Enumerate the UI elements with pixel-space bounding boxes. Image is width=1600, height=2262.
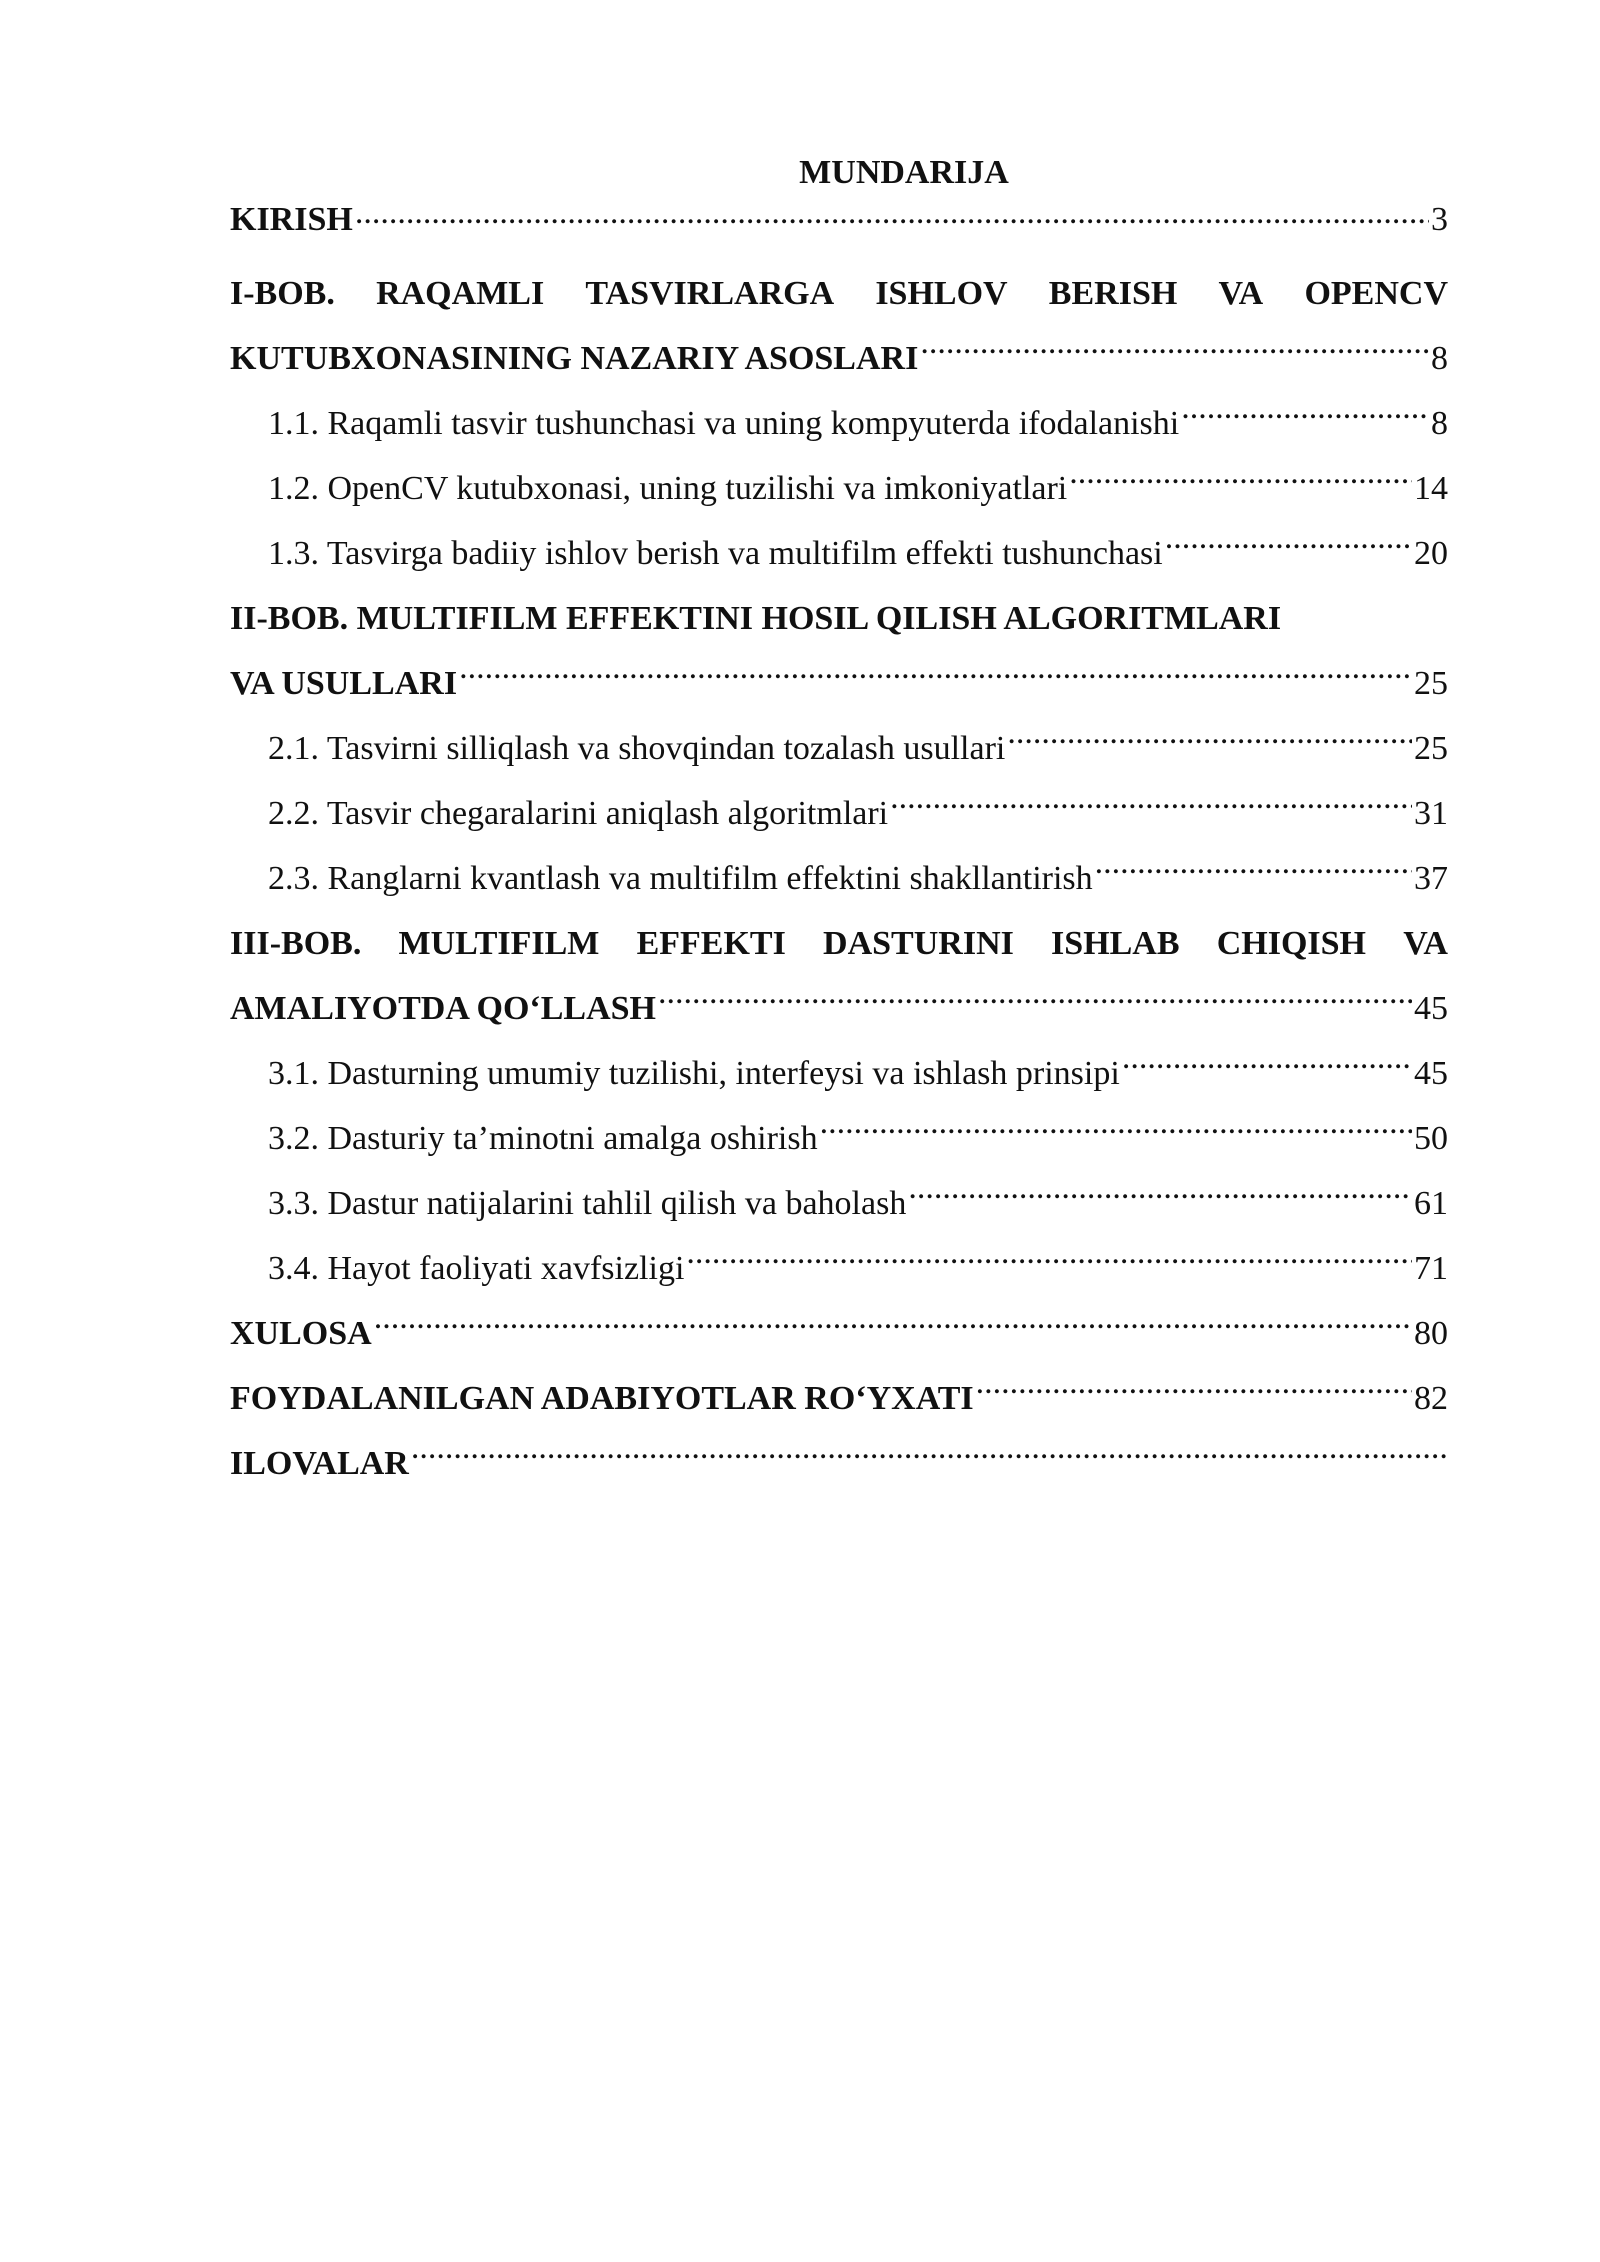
toc-page-number: 3 <box>1431 201 1448 238</box>
toc-entry-label: 1.2. OpenCV kutubxonasi, uning tuzilishi va imkoniyatlari <box>268 470 1068 507</box>
dot-leader <box>411 1440 1446 1474</box>
toc-entry-1-2[interactable] <box>230 456 1448 521</box>
dot-leader <box>976 1375 1412 1409</box>
toc-entry-label: XULOSA <box>230 1315 372 1352</box>
toc-page-number: 25 <box>1414 665 1448 702</box>
heading-word: III-BOB. <box>230 925 362 962</box>
dot-leader <box>1069 465 1412 499</box>
toc-page-number: 25 <box>1414 730 1448 767</box>
toc-entry-chapter-3[interactable] <box>230 911 1448 1041</box>
dot-leader <box>1095 855 1412 889</box>
heading-word: OPENCV <box>1304 275 1448 312</box>
chapter-heading-line: II-BOB. MULTIFILM EFFEKTINI HOSIL QILISH ALGORITMLARI <box>230 600 1282 637</box>
heading-word: CHIQISH <box>1216 925 1366 962</box>
toc-entry-3-3[interactable] <box>230 1171 1448 1236</box>
toc-entry-xulosa[interactable] <box>230 1301 1448 1366</box>
heading-word: TASVIRLARGA <box>585 275 835 312</box>
heading-word: I-BOB. <box>230 275 335 312</box>
dot-leader <box>374 1310 1412 1344</box>
toc-entry-2-1[interactable] <box>230 716 1448 781</box>
toc-entry-kirish[interactable] <box>230 196 1448 242</box>
page-title: MUNDARIJA <box>799 154 1009 191</box>
toc-entry-label: 3.2. Dasturiy ta’minotni amalga oshirish <box>268 1120 818 1157</box>
dot-leader <box>820 1115 1412 1149</box>
toc-entry-label: KIRISH <box>230 201 353 238</box>
toc-entry-line2 <box>230 326 1448 391</box>
heading-word: ISHLOV <box>875 275 1008 312</box>
heading-word: DASTURINI <box>823 925 1014 962</box>
dot-leader <box>920 335 1429 369</box>
toc-entry-label: 1.1. Raqamli tasvir tushunchasi va uning kompyuterda ifodalanishi <box>268 405 1180 442</box>
toc-page-number: 71 <box>1414 1250 1448 1287</box>
table-of-contents <box>230 150 1448 1496</box>
dot-leader <box>908 1180 1412 1214</box>
toc-entry-label-line1 <box>230 911 1448 976</box>
toc-entry-label-line1 <box>230 586 1448 651</box>
heading-word: ISHLAB <box>1051 925 1180 962</box>
toc-entry-1-1[interactable] <box>230 391 1448 456</box>
toc-entry-3-4[interactable] <box>230 1236 1448 1301</box>
toc-entry-3-2[interactable] <box>230 1106 1448 1171</box>
toc-entry-label: ILOVALAR <box>230 1445 409 1482</box>
toc-page-number: 31 <box>1414 795 1448 832</box>
dot-leader <box>355 196 1429 230</box>
heading-word: EFFEKTI <box>636 925 786 962</box>
dot-leader <box>1122 1050 1412 1084</box>
toc-entry-3-1[interactable] <box>230 1041 1448 1106</box>
toc-page-number: 61 <box>1414 1185 1448 1222</box>
dot-leader <box>686 1245 1412 1279</box>
toc-entry-chapter-2[interactable] <box>230 586 1448 716</box>
toc-entry-label: 1.3. Tasvirga badiiy ishlov berish va multifilm effekti tushunchasi <box>268 535 1163 572</box>
dot-leader <box>1181 400 1429 434</box>
toc-entry-label: AMALIYOTDA QO‘LLASH <box>230 990 656 1027</box>
heading-word: VA <box>1403 925 1448 962</box>
toc-entry-label-line1 <box>230 261 1448 326</box>
dot-leader <box>459 660 1412 694</box>
toc-page-number: 82 <box>1414 1380 1448 1417</box>
toc-entry-label: 3.3. Dastur natijalarini tahlil qilish va baholash <box>268 1185 907 1222</box>
toc-page-number: 37 <box>1414 860 1448 897</box>
toc-entry-label: 2.2. Tasvir chegaralarini aniqlash algoritmlari <box>268 795 889 832</box>
dot-leader <box>890 790 1412 824</box>
toc-page-number: 8 <box>1431 340 1448 377</box>
toc-entry-1-3[interactable] <box>230 521 1448 586</box>
toc-entry-label: 2.3. Ranglarni kvantlash va multifilm effektini shakllantirish <box>268 860 1093 897</box>
toc-entry-label: 3.1. Dasturning umumiy tuzilishi, interfeysi va ishlash prinsipi <box>268 1055 1120 1092</box>
toc-entry-line2 <box>230 976 1448 1041</box>
toc-entry-label: 3.4. Hayot faoliyati xavfsizligi <box>268 1250 685 1287</box>
heading-word: RAQAMLI <box>376 275 545 312</box>
toc-page-number: 14 <box>1414 470 1448 507</box>
toc-page-number: 45 <box>1414 1055 1448 1092</box>
toc-entry-ilovalar[interactable] <box>230 1431 1448 1496</box>
toc-entry-label: FOYDALANILGAN ADABIYOTLAR RO‘YXATI <box>230 1380 974 1417</box>
toc-entry-line2 <box>230 651 1448 716</box>
heading-word: VA <box>1218 275 1264 312</box>
toc-entry-adabiyotlar[interactable] <box>230 1366 1448 1431</box>
toc-entry-chapter-1[interactable] <box>230 261 1448 391</box>
toc-page-number: 8 <box>1431 405 1448 442</box>
toc-page-number: 50 <box>1414 1120 1448 1157</box>
toc-page-number: 45 <box>1414 990 1448 1027</box>
toc-entry-label: 2.1. Tasvirni silliqlash va shovqindan tozalash usullari <box>268 730 1006 767</box>
dot-leader <box>658 985 1412 1019</box>
toc-entry-label: VA USULLARI <box>230 665 458 702</box>
heading-word: MULTIFILM <box>398 925 600 962</box>
dot-leader <box>1165 530 1412 564</box>
toc-page-number: 80 <box>1414 1315 1448 1352</box>
toc-entry-2-2[interactable] <box>230 781 1448 846</box>
toc-entry-2-3[interactable] <box>230 846 1448 911</box>
toc-list <box>230 196 1448 1496</box>
toc-page-number: 20 <box>1414 535 1448 572</box>
toc-entry-label: KUTUBXONASINING NAZARIY ASOSLARI <box>230 340 919 377</box>
heading-word: BERISH <box>1048 275 1178 312</box>
dot-leader <box>1007 725 1412 759</box>
